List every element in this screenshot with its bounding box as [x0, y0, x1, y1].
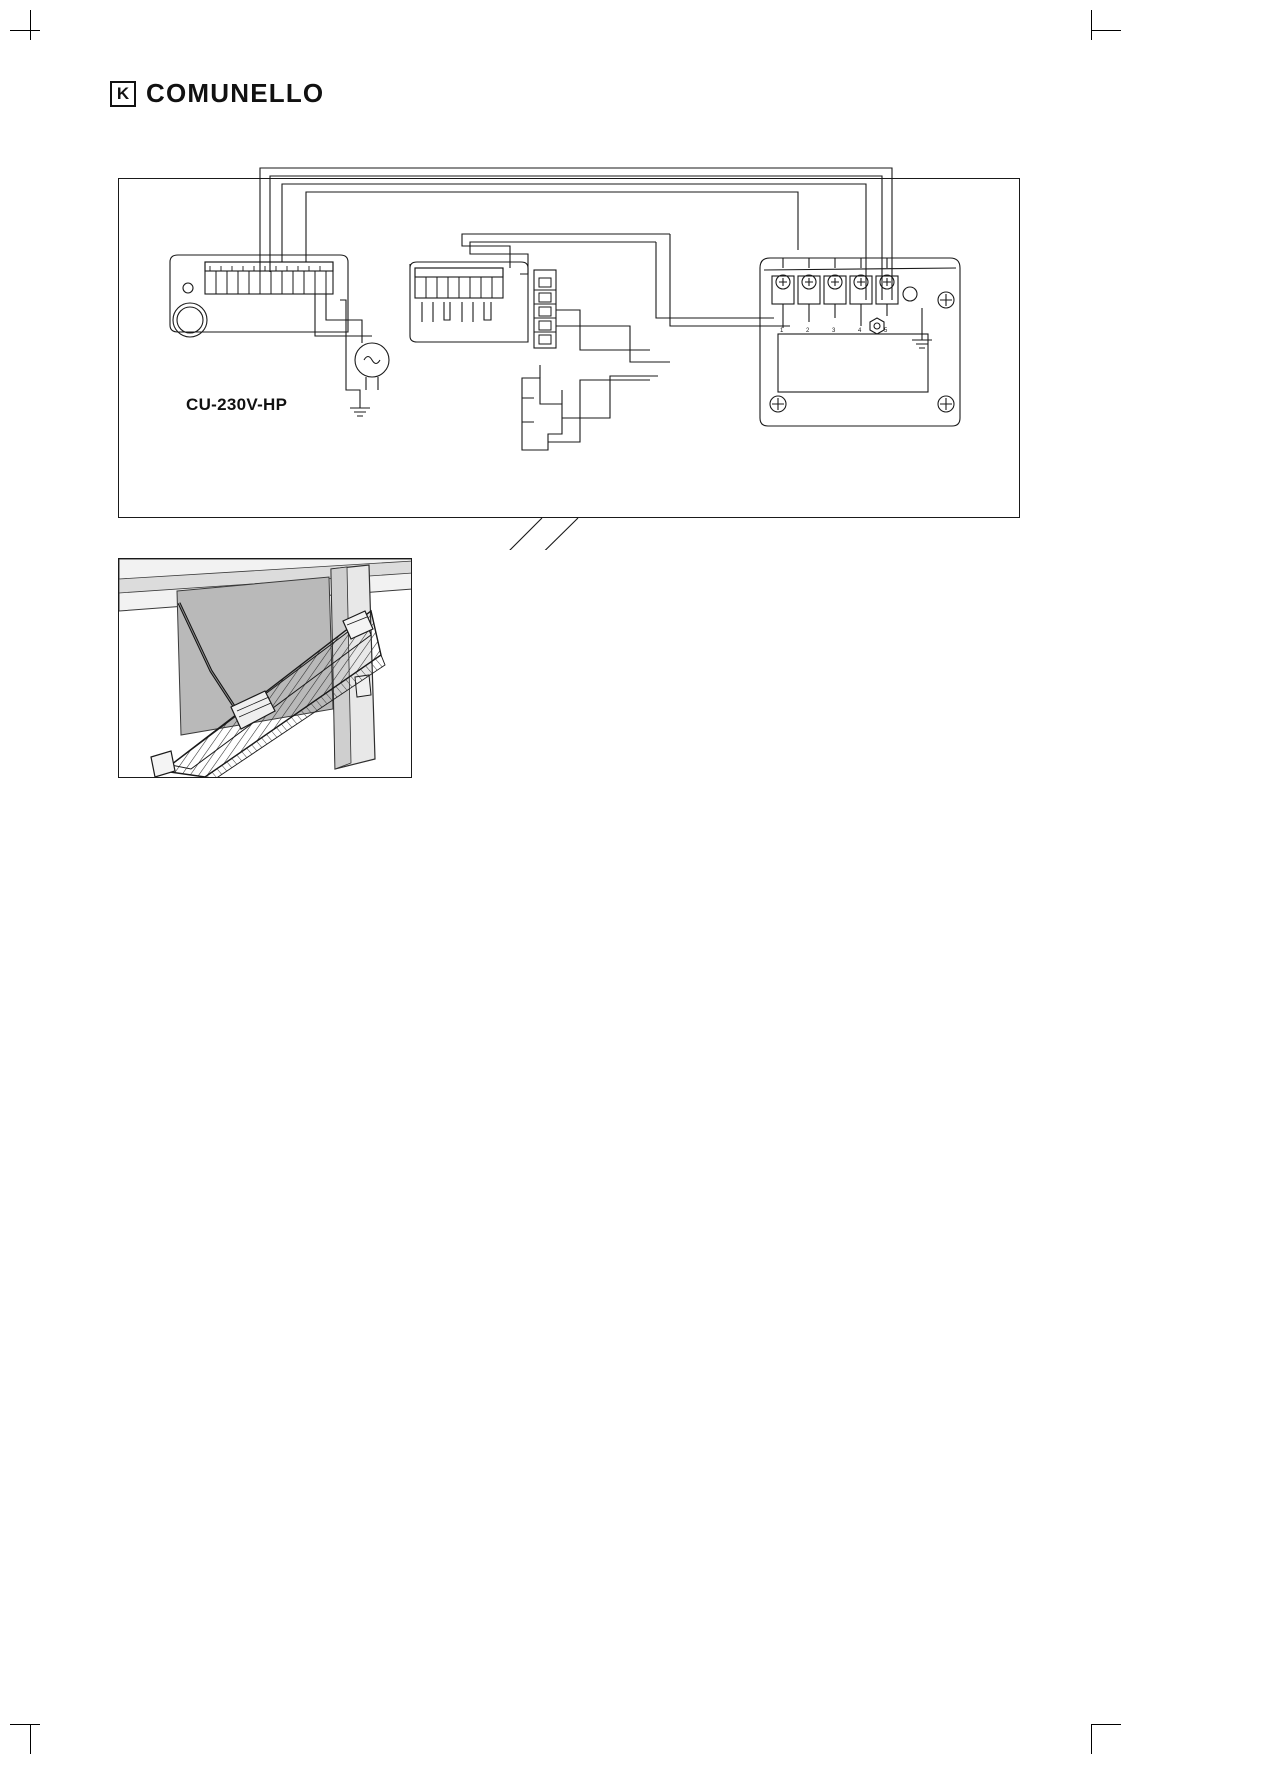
- svg-text:2: 2: [806, 328, 810, 334]
- crop-mark-top-left-v: [30, 10, 31, 40]
- wiring-diagram: [110, 150, 1040, 550]
- crop-mark-bottom-left-h: [10, 1724, 40, 1725]
- comunello-k-icon: [110, 81, 136, 107]
- svg-text:4: 4: [858, 328, 862, 334]
- svg-text:3: 3: [832, 328, 836, 334]
- window-actuator-photo: [118, 558, 412, 778]
- crop-mark-top-left-h: [10, 30, 40, 31]
- svg-text:1: 1: [780, 328, 784, 334]
- crop-mark-bottom-right-h: [1091, 1724, 1121, 1725]
- crop-mark-bottom-left-v: [30, 1724, 31, 1754]
- crop-mark-bottom-right-v: [1091, 1724, 1092, 1754]
- crop-mark-top-right-v: [1091, 10, 1092, 40]
- crop-mark-top-right-h: [1091, 30, 1121, 31]
- brand-name: COMUNELLO: [146, 78, 325, 108]
- brand-logo: [110, 78, 324, 109]
- brand-mark-letter: K: [116, 84, 130, 103]
- control-unit-label: CU-230V-HP: [186, 395, 288, 414]
- svg-text:5: 5: [884, 328, 888, 334]
